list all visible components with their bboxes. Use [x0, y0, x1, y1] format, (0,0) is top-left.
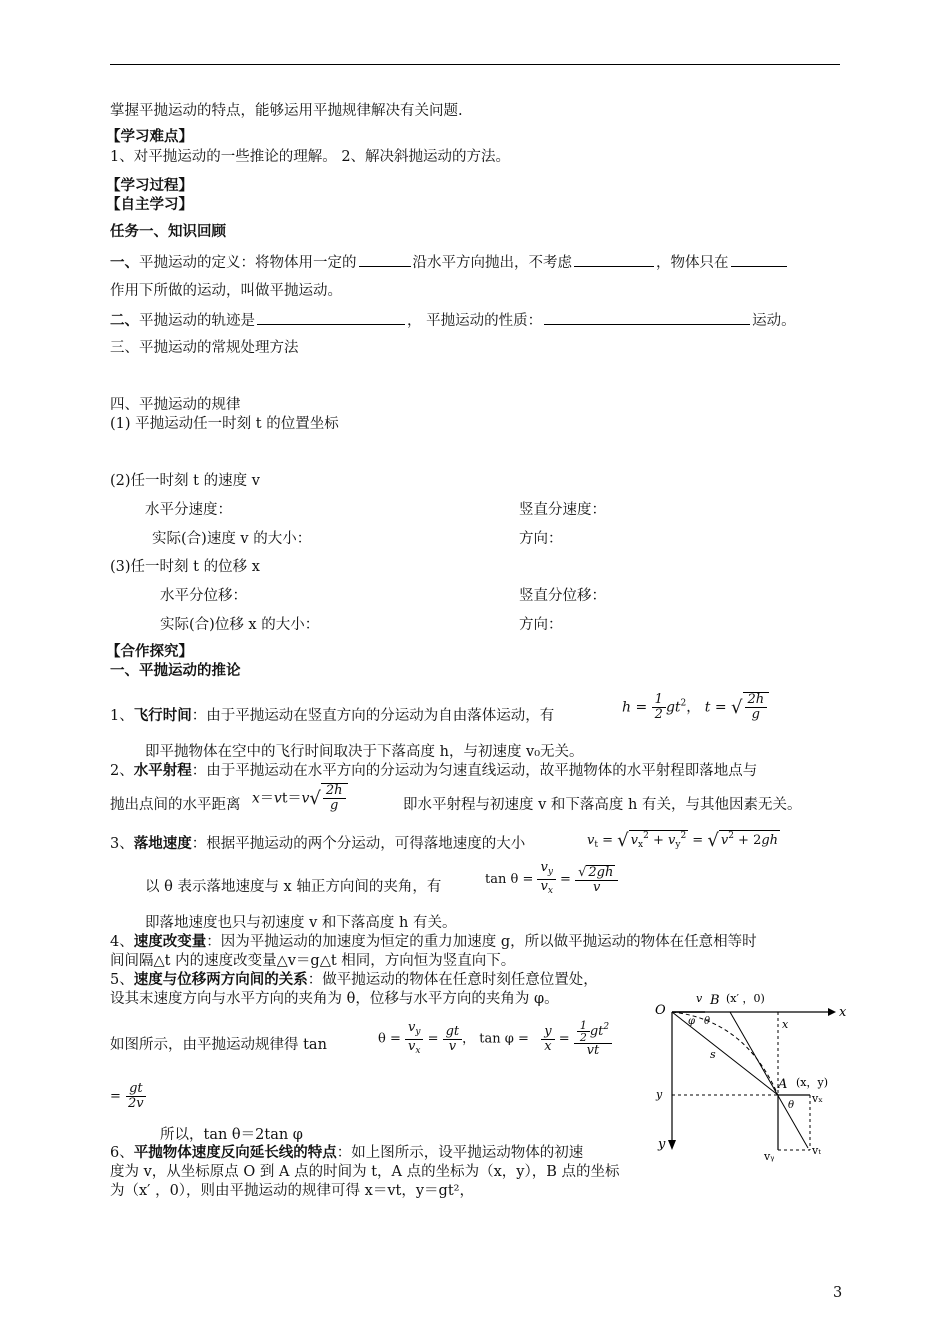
law-q1: (1) 平抛运动任一时刻 t 的位置坐标	[110, 416, 339, 432]
p2-line2a: 抛出点间的水平距离	[110, 797, 241, 813]
trajectory-line	[110, 310, 796, 331]
law-q3-vertical: 竖直分位移：	[519, 588, 606, 604]
trajectory-part1: 平抛运动的轨迹是	[139, 313, 255, 329]
blank-nature[interactable]	[544, 310, 750, 325]
p3-note: 即落地速度也只与初速度 v 和下落高度 h 有关。	[145, 915, 457, 931]
projectile-diagram	[650, 990, 850, 1170]
point-a-label: A	[778, 1077, 788, 1092]
law-q2: (2)任一时刻 t 的速度 v	[110, 473, 260, 489]
p2-text: ：由于平抛运动在水平方向的分运动为匀速直线运动，故平抛物体的水平射程即落地点与	[191, 763, 758, 779]
law-q2-horizontal: 水平分速度：	[145, 502, 232, 518]
p5-line	[110, 970, 598, 990]
x-axis-label: x	[839, 1005, 847, 1020]
p4-num: 4、	[110, 934, 134, 950]
blank-speed[interactable]	[359, 252, 411, 267]
p4-line2: 间间隔△t 内的速度改变量△v＝g△t 相同，方向恒为竖直向下。	[110, 953, 516, 969]
intro-line: 掌握平抛运动的特点，能够运用平抛规律解决有关问题.	[110, 103, 463, 119]
law-q2-magnitude: 实际(合)速度 v 的大小：	[152, 531, 312, 547]
p5-formula: θ = $\frac{v_y}{v_x}$ = $\frac{gt}{v}$ ， tan φ = $\frac{y}{x}$ = $\frac{1}{2}$ $gt^2$ vt	[378, 1020, 612, 1058]
p1-text: ：由于平抛运动在竖直方向的分运动为自由落体运动，有	[191, 708, 555, 724]
law-q3-direction: 方向：	[519, 617, 563, 633]
blank-resistance[interactable]	[574, 252, 654, 267]
method-line: 三、平抛运动的常规处理方法	[110, 340, 299, 356]
p5-conclusion: 所以，tan θ＝2tan φ	[160, 1127, 303, 1143]
displacement-label: s	[710, 1048, 716, 1061]
self-study-heading: 【自主学习】	[106, 196, 193, 213]
p1-key: 飞行时间	[133, 707, 192, 724]
p2-formula: x＝vt＝v√ $\frac{2h}{g}$	[252, 783, 348, 813]
p1-line	[110, 706, 554, 726]
page-number: 3	[833, 1285, 843, 1301]
vy-label: vᵧ	[764, 1150, 775, 1163]
law-q3-magnitude: 实际(合)位移 x 的大小：	[160, 617, 320, 633]
p2-key: 水平射程	[133, 762, 192, 779]
coop-heading: 【合作探究】	[106, 643, 193, 660]
definition-line2: 作用下所做的运动，叫做平抛运动。	[110, 283, 342, 299]
p1-note: 即平抛物体在空中的飞行时间取决于下落高度 h，与初速度 v₀无关。	[145, 744, 584, 760]
law-q2-direction: 方向：	[519, 531, 563, 547]
p3-num: 3、	[110, 836, 134, 852]
definition-line	[110, 252, 789, 273]
point-b-label: B	[710, 993, 720, 1008]
blank-trajectory[interactable]	[257, 310, 405, 325]
definition-part2: 沿水平方向抛出，不考虑	[412, 255, 572, 271]
p3-formula-speed: $v_t$ = √ $v_x^2 + v_y^2$ = √ $v^2 + 2gh$	[587, 830, 779, 851]
coop-title: 一、平抛运动的推论	[110, 662, 241, 679]
blank-force[interactable]	[731, 252, 787, 267]
header-rule	[110, 64, 840, 65]
y-axis-label: y	[658, 1137, 666, 1152]
p6-line3: 为（x′ ，0），则由平抛运动的规律可得 x＝vt，y＝gt²，	[110, 1183, 474, 1199]
y-mark-label: y	[656, 1088, 663, 1101]
theta0-label: θ	[704, 1016, 711, 1027]
trajectory-part2: ， 平抛运动的性质：	[407, 313, 543, 329]
p6-line	[110, 1143, 583, 1163]
law-q3-horizontal: 水平分位移：	[160, 588, 247, 604]
p4-text: ：因为平抛运动的加速度为恒定的重力加速度 g，所以做平抛运动的物体在任意相等时	[206, 934, 757, 950]
p6-key: 平抛物体速度反向延长线的特点	[133, 1144, 337, 1161]
p5-formula-cont: = $\frac{gt}{2v}$	[110, 1081, 144, 1111]
v0-label: v	[696, 992, 703, 1005]
difficulty-heading: 【学习难点】	[106, 128, 193, 145]
p3-key: 落地速度	[133, 835, 192, 852]
x-axis-arrow	[828, 1008, 836, 1016]
p3-line2: 以 θ 表示落地速度与 x 轴正方向间的夹角，有	[145, 879, 442, 895]
p3-line	[110, 834, 525, 854]
p4-line	[110, 932, 757, 952]
p5-line2: 设其末速度方向与水平方向的夹角为 θ，位移与水平方向的夹角为 φ。	[110, 991, 559, 1007]
origin-label: O	[655, 1003, 666, 1018]
vt-label: vₜ	[812, 1144, 821, 1157]
p5-text: ：做平抛运动的物体在任意时刻任意位置处，	[307, 972, 598, 988]
p5-num: 5、	[110, 972, 134, 988]
p2-line	[110, 761, 757, 781]
process-heading: 【学习过程】	[106, 177, 193, 194]
phi-label: φ	[688, 1016, 696, 1027]
p1-num: 1、	[110, 708, 134, 724]
law-q3: (3)任一时刻 t 的位移 x	[110, 559, 260, 575]
definition-part1: 平抛运动的定义：将物体用一定的	[139, 255, 357, 271]
p1-formula: h = $\frac{1}{2}$ $gt^2$， t = √ $\frac{2h}{g}$	[622, 692, 769, 722]
point-b-coord: (x′ ，0)	[726, 992, 765, 1005]
trajectory-part3: 运动。	[752, 313, 796, 329]
p6-num: 6、	[110, 1145, 134, 1161]
point-a-coord: (x，y)	[796, 1076, 829, 1089]
p4-key: 速度改变量	[133, 933, 207, 950]
p2-num: 2、	[110, 763, 134, 779]
definition-num: 一、	[110, 254, 139, 271]
p5-line3: 如图所示，由平抛运动规律得 tan	[110, 1037, 327, 1053]
theta-label: θ	[788, 1100, 795, 1111]
x-mark-label: x	[782, 1018, 789, 1031]
y-axis-arrow	[668, 1140, 676, 1150]
law-q2-vertical: 竖直分速度：	[519, 502, 606, 518]
trajectory-num: 二、	[110, 312, 139, 329]
p3-formula-angle: tan θ = $\frac{v_y}{v_x}$ = $\frac{√ 2gh}{v}$	[485, 861, 618, 898]
task1-title: 任务一、知识回顾	[110, 223, 226, 240]
definition-part3: ，物体只在	[656, 255, 729, 271]
vx-label: vₓ	[812, 1092, 823, 1105]
p2-line2b: 即水平射程与初速度 v 和下落高度 h 有关，与其他因素无关。	[403, 797, 802, 813]
p6-text: ：如上图所示，设平抛运动物体的初速	[336, 1145, 584, 1161]
law-title: 四、平抛运动的规律	[110, 397, 241, 413]
p3-text: ：根据平抛运动的两个分运动，可得落地速度的大小	[191, 836, 526, 852]
p5-key: 速度与位移两方向间的关系	[133, 971, 308, 988]
p6-line2: 度为 v，从坐标原点 O 到 A 点的时间为 t，A 点的坐标为（x，y），B 点的坐标	[110, 1164, 620, 1180]
difficulty-line: 1、对平抛运动的一些推论的理解。 2、解决斜抛运动的方法。	[110, 149, 511, 165]
